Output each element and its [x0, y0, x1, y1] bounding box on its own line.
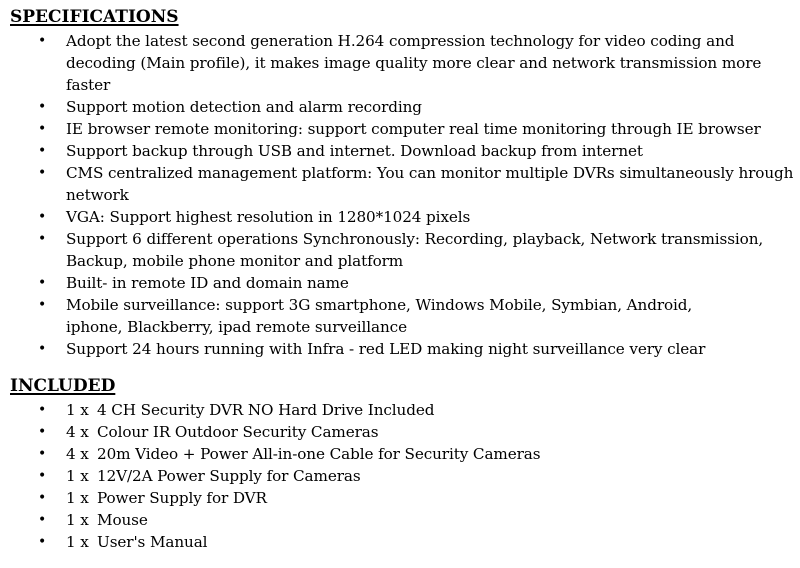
included-item-quantity: 1 x: [66, 467, 89, 485]
spec-item-text: Support 6 different operations Synchronously: Recording, playback, Network transmission,: [66, 230, 764, 248]
included-heading: INCLUDED: [10, 376, 116, 396]
spec-item-text: iphone, Blackberry, ipad remote surveillance: [66, 318, 407, 336]
included-item-text: Colour IR Outdoor Security Cameras: [97, 423, 379, 441]
included-item-quantity: 1 x: [66, 401, 89, 419]
bullet-icon: •: [38, 275, 47, 291]
included-list-item: [0, 443, 800, 465]
included-list-item: [0, 531, 800, 553]
bullet-icon: •: [38, 33, 47, 49]
bullet-icon: •: [38, 209, 47, 225]
included-list-item: [0, 509, 800, 531]
spec-item-text: IE browser remote monitoring: support computer real time monitoring through IE browser: [66, 120, 761, 138]
bullet-icon: •: [38, 231, 47, 247]
included-item-quantity: 1 x: [66, 533, 89, 551]
included-list-item: [0, 421, 800, 443]
spec-list-item: [0, 118, 800, 140]
included-list-item: [0, 399, 800, 421]
spec-list-item: [0, 30, 800, 96]
specifications-list: [0, 30, 800, 360]
bullet-icon: •: [38, 424, 47, 440]
bullet-icon: •: [38, 512, 47, 528]
spec-item-text: Support motion detection and alarm recording: [66, 98, 422, 116]
spec-list-item: [0, 228, 800, 272]
included-item-quantity: 1 x: [66, 489, 89, 507]
spec-item-text: faster: [66, 76, 111, 94]
included-list: [0, 399, 800, 553]
included-list-item: [0, 465, 800, 487]
included-item-quantity: 4 x: [66, 423, 89, 441]
included-item-text: 20m Video + Power All-in-one Cable for Security Cameras: [97, 445, 541, 463]
spec-item-text: Built- in remote ID and domain name: [66, 274, 349, 292]
included-list-item: [0, 487, 800, 509]
spec-list-item: [0, 206, 800, 228]
bullet-icon: •: [38, 534, 47, 550]
included-item-text: 12V/2A Power Supply for Cameras: [97, 467, 361, 485]
included-item-quantity: 1 x: [66, 511, 89, 529]
bullet-icon: •: [38, 402, 47, 418]
included-item-text: Power Supply for DVR: [97, 489, 267, 507]
included-item-text: User's Manual: [97, 533, 208, 551]
spec-item-text: network: [66, 186, 129, 204]
bullet-icon: •: [38, 490, 47, 506]
spec-list-item: [0, 140, 800, 162]
spec-list-item: [0, 338, 800, 360]
spec-list-item: [0, 294, 800, 338]
bullet-icon: •: [38, 341, 47, 357]
spec-list-item: [0, 162, 800, 206]
bullet-icon: •: [38, 143, 47, 159]
included-item-quantity: 4 x: [66, 445, 89, 463]
spec-item-text: VGA: Support highest resolution in 1280*1024 pixels: [66, 208, 471, 226]
spec-item-text: Backup, mobile phone monitor and platform: [66, 252, 404, 270]
bullet-icon: •: [38, 165, 47, 181]
spec-item-text: Support backup through USB and internet. Download backup from internet: [66, 142, 643, 160]
bullet-icon: •: [38, 468, 47, 484]
included-item-text: Mouse: [97, 511, 148, 529]
specifications-heading: SPECIFICATIONS: [10, 7, 179, 27]
spec-list-item: [0, 272, 800, 294]
bullet-icon: •: [38, 446, 47, 462]
spec-item-text: Mobile surveillance: support 3G smartphone, Windows Mobile, Symbian, Android,: [66, 296, 693, 314]
spec-item-text: Adopt the latest second generation H.264 compression technology for video coding and: [66, 32, 735, 50]
spec-item-text: decoding (Main profile), it makes image quality more clear and network transmission more: [66, 54, 762, 72]
included-item-text: 4 CH Security DVR NO Hard Drive Included: [97, 401, 435, 419]
spec-item-text: CMS centralized management platform: You can monitor multiple DVRs simultaneously hrough: [66, 164, 794, 182]
bullet-icon: •: [38, 121, 47, 137]
spec-item-text: Support 24 hours running with Infra - red LED making night surveillance very clear: [66, 340, 706, 358]
bullet-icon: •: [38, 297, 47, 313]
spec-list-item: [0, 96, 800, 118]
bullet-icon: •: [38, 99, 47, 115]
